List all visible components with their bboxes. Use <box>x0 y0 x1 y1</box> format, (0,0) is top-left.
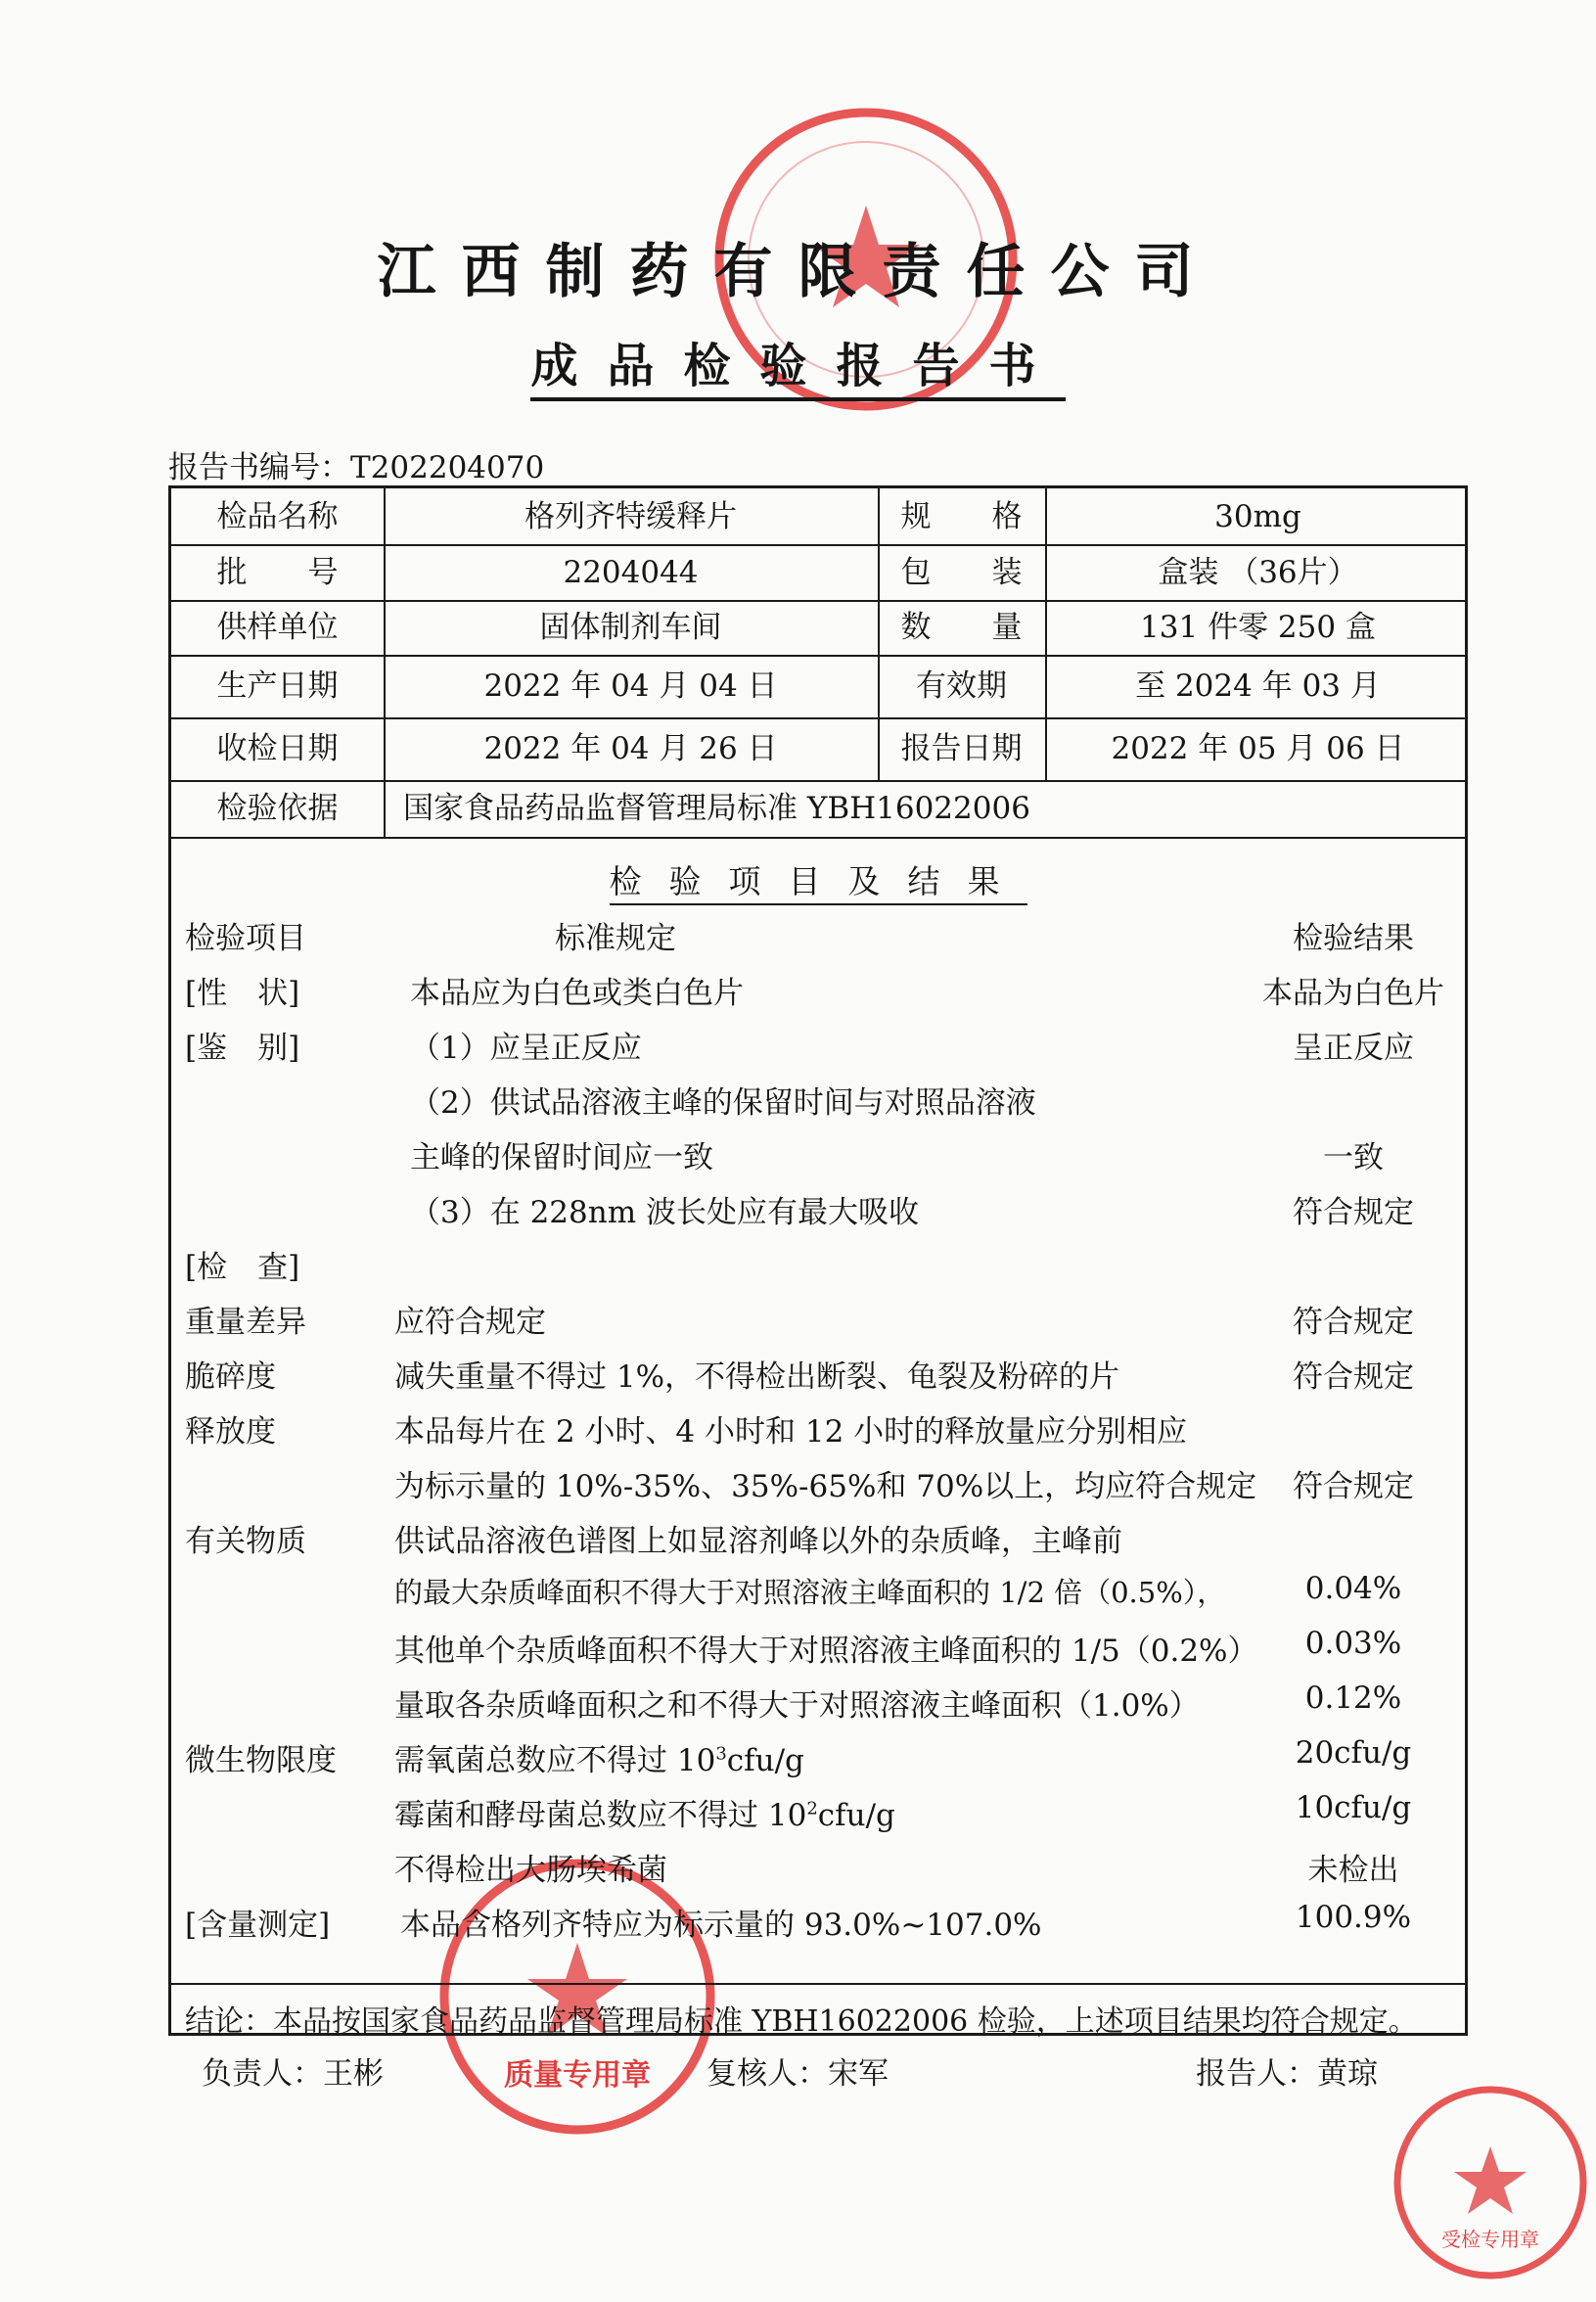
row-standard: 主峰的保留时间应一致 <box>410 1140 713 1175</box>
row-divider <box>171 600 1465 602</box>
row-result: 本品为白色片 <box>1262 976 1444 1011</box>
mfg-date: 2022 年 04 月 04 日 <box>483 668 778 704</box>
conclusion: 结论：本品按国家食品药品监督管理局标准 YBH16022006 检验，上述项目结果均符合规定。 <box>185 2004 1418 2039</box>
company-title: 江西制药有限责任公司 <box>377 238 1219 306</box>
row-divider <box>171 837 1465 839</box>
product-name-label: 检品名称 <box>216 499 339 534</box>
quantity-label: 数 量 <box>900 610 1023 645</box>
row-standard: （3）在 228nm 波长处应有最大吸收 <box>410 1195 919 1230</box>
row-result: 呈正反应 <box>1293 1031 1414 1066</box>
row-result: 符合规定 <box>1293 1195 1414 1230</box>
received-date-label: 收检日期 <box>216 731 339 766</box>
row-result: 符合规定 <box>1293 1359 1414 1395</box>
micro-mold-standard: 霉菌和酵母菌总数应不得过 $10^2cfu/g$ <box>394 1798 895 1833</box>
assay-item: [含量测定] <box>185 1908 331 1943</box>
row-standard: 供试品溶液色谱图上如显溶剂峰以外的杂质峰，主峰前 <box>394 1524 1122 1559</box>
product-name: 格列齐特缓释片 <box>524 499 737 534</box>
row-result: 0.04% <box>1304 1571 1402 1606</box>
row-divider <box>171 1983 1465 1985</box>
spec: 30mg <box>1214 499 1301 534</box>
package-label: 包 装 <box>900 555 1023 590</box>
supplier-label: 供样单位 <box>216 610 339 645</box>
header-standard: 标准规定 <box>555 921 676 956</box>
mfg-date-label: 生产日期 <box>216 668 339 704</box>
row-standard: 量取各杂质峰面积之和不得大于对照溶液主峰面积（1.0%） <box>394 1688 1200 1724</box>
quantity: 131 件零 250 盒 <box>1140 610 1376 645</box>
signature-reporter: 报告人：黄琼 <box>1196 2056 1378 2092</box>
row-result: 一致 <box>1323 1140 1384 1175</box>
micro-aerobic-result: 20cfu/g <box>1295 1735 1412 1771</box>
col-divider <box>384 488 386 837</box>
header-item: 检验项目 <box>185 921 306 956</box>
row-result: 符合规定 <box>1293 1305 1414 1340</box>
svg-text:质量专用章: 质量专用章 <box>504 2058 651 2093</box>
row-divider <box>171 544 1465 546</box>
micro-aerobic-standard: 需氧菌总数应不得过 $10^3cfu/g$ <box>394 1743 804 1778</box>
batch-label: 批 号 <box>216 555 339 590</box>
spec-label: 规 格 <box>900 499 1023 534</box>
row-item: 有关物质 <box>185 1524 306 1559</box>
inspection-seal-corner <box>1388 2080 1593 2285</box>
assay-standard: 本品含格列齐特应为标示量的 93.0%~107.0% <box>400 1908 1042 1943</box>
row-standard: 为标示量的 10%-35%、35%-65%和 70%以上，均应符合规定 <box>394 1469 1257 1504</box>
package: 盒装 （36片） <box>1158 555 1358 590</box>
section-title: 检验项目及结果 <box>171 856 1465 902</box>
report-number-value: T202204070 <box>350 450 545 485</box>
micro-ecoli-result: 未检出 <box>1307 1853 1399 1888</box>
report-date-label: 报告日期 <box>900 731 1023 766</box>
row-item: [检 查] <box>185 1250 300 1285</box>
row-standard: （2）供试品溶液主峰的保留时间与对照品溶液 <box>410 1085 1036 1121</box>
row-item: 脆碎度 <box>185 1359 276 1395</box>
document-title: 成品检验报告书 <box>0 328 1596 395</box>
report-table <box>168 485 1468 2039</box>
report-date: 2022 年 05 月 06 日 <box>1111 731 1405 766</box>
row-divider <box>171 655 1465 657</box>
header-result: 检验结果 <box>1293 921 1414 956</box>
assay-result: 100.9% <box>1295 1900 1412 1935</box>
signature-responsible: 负责人：王彬 <box>202 2056 384 2092</box>
row-standard: （1）应呈正反应 <box>410 1031 642 1066</box>
micro-ecoli-standard: 不得检出大肠埃希菌 <box>394 1853 667 1888</box>
svg-text:受检专用章: 受检专用章 <box>1441 2228 1539 2251</box>
expiry-label: 有效期 <box>916 668 1007 704</box>
supplier: 固体制剂车间 <box>539 610 722 645</box>
row-divider <box>171 780 1465 782</box>
expiry: 至 2024 年 03 月 <box>1135 668 1381 704</box>
row-result: 符合规定 <box>1293 1469 1414 1504</box>
signature-reviewer: 复核人：宋军 <box>707 2056 889 2092</box>
batch: 2204044 <box>563 555 699 590</box>
report-number <box>168 442 544 486</box>
row-item: 重量差异 <box>185 1305 306 1340</box>
received-date: 2022 年 04 月 26 日 <box>483 731 778 766</box>
row-standard: 应符合规定 <box>394 1305 546 1340</box>
row-result: 0.03% <box>1304 1626 1402 1661</box>
report-number-label: 报告书编号： <box>168 450 350 485</box>
row-standard: 本品应为白色或类白色片 <box>410 976 744 1011</box>
row-item: [鉴 别] <box>185 1031 300 1066</box>
basis-label: 检验依据 <box>216 791 339 826</box>
row-item: [性 状] <box>185 976 300 1011</box>
row-item: 释放度 <box>185 1414 276 1450</box>
micro-mold-result: 10cfu/g <box>1295 1790 1412 1825</box>
row-result: 0.12% <box>1304 1680 1402 1716</box>
row-standard: 的最大杂质峰面积不得大于对照溶液主峰面积的 1/2 倍（0.5%）， <box>394 1576 1226 1609</box>
row-standard: 本品每片在 2 小时、4 小时和 12 小时的释放量应分别相应 <box>394 1414 1188 1450</box>
row-divider <box>171 717 1465 719</box>
row-standard: 减失重量不得过 1%，不得检出断裂、龟裂及粉碎的片 <box>394 1359 1120 1395</box>
basis: 国家食品药品监督管理局标准 YBH16022006 <box>403 791 1030 826</box>
micro-item: 微生物限度 <box>185 1743 337 1778</box>
row-standard: 其他单个杂质峰面积不得大于对照溶液主峰面积的 1/5（0.2%） <box>394 1634 1258 1669</box>
